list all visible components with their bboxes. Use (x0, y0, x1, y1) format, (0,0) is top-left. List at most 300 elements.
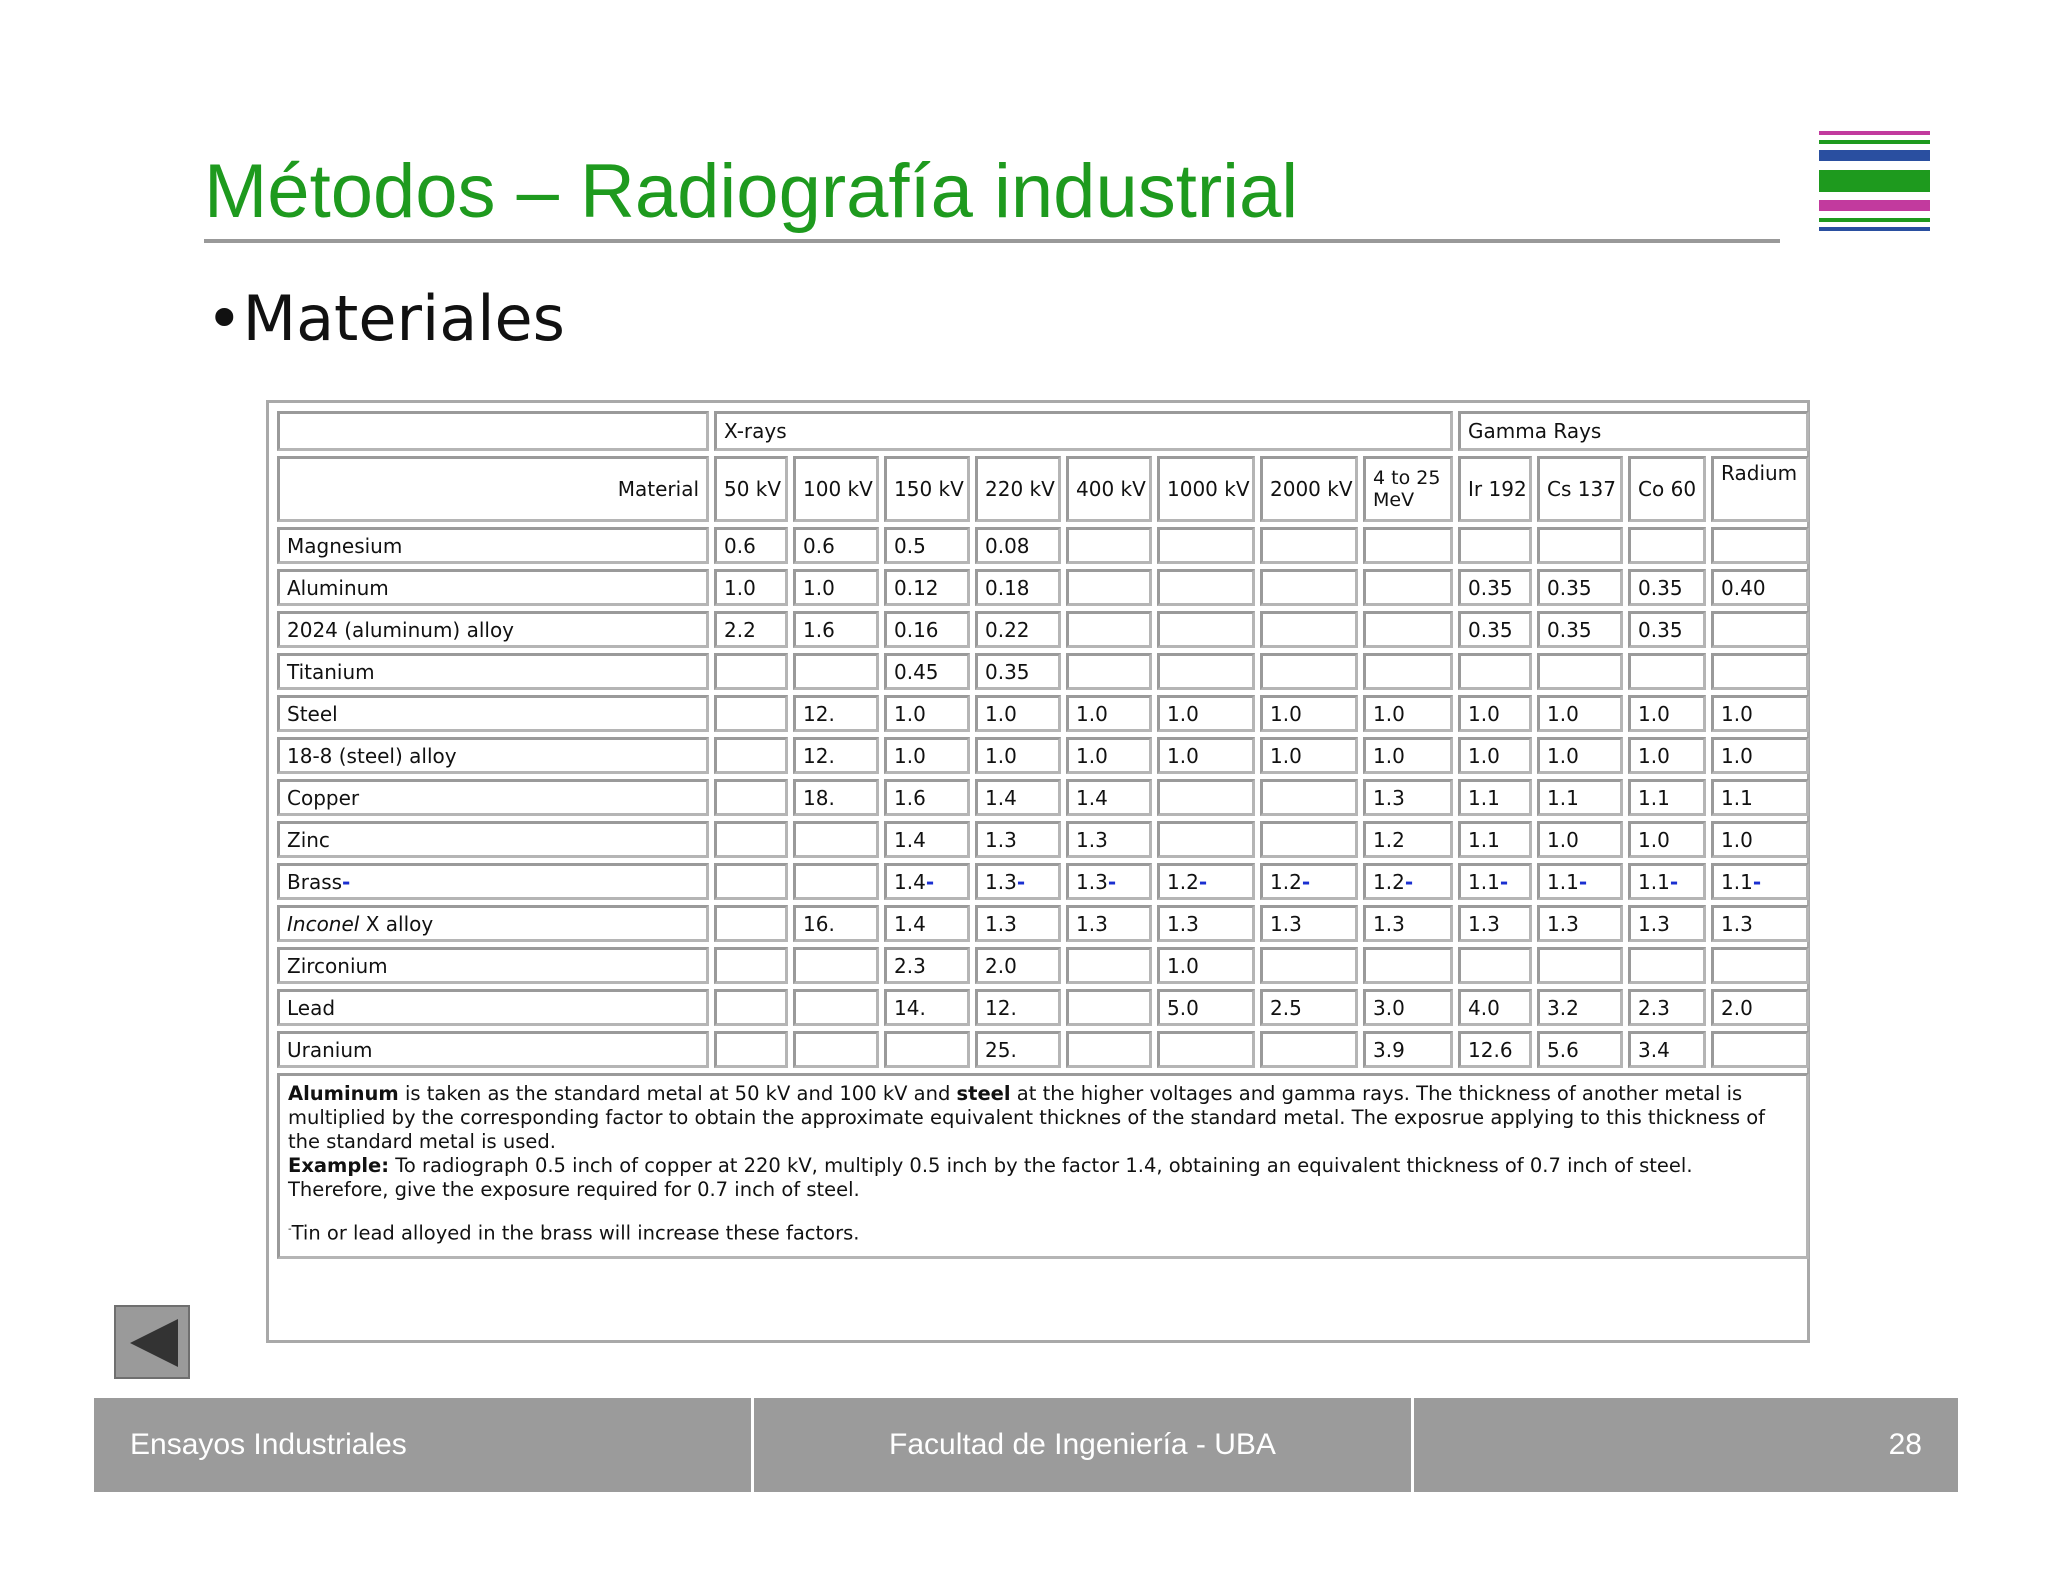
factor-cell (975, 947, 1061, 984)
factor-value: 5.0 (1167, 995, 1199, 1020)
factor-value: 0.16 (894, 617, 939, 642)
material-cell (277, 905, 709, 942)
material-cell (277, 989, 709, 1026)
material-name: Titanium (287, 659, 375, 684)
factor-value: 1.0 (985, 743, 1017, 768)
factor-cell (793, 821, 879, 858)
factor-value: 1.4 (1076, 785, 1108, 810)
factor-cell (793, 947, 879, 984)
factor-cell (1628, 569, 1706, 606)
factor-value: 0.5 (894, 533, 926, 558)
factor-cell (1458, 527, 1532, 564)
factor-cell (714, 695, 788, 732)
factor-value: 1.0 (894, 743, 926, 768)
note-footnote: -Tin or lead alloyed in the brass will increase these factors. (288, 1221, 860, 1245)
factor-cell (1711, 863, 1809, 900)
factor-cell (975, 569, 1061, 606)
column-header: Co 60 (1628, 456, 1706, 522)
factor-cell (1260, 527, 1358, 564)
factor-cell (1537, 863, 1623, 900)
factor-value: 1.1 (1638, 869, 1670, 894)
factor-cell (975, 863, 1061, 900)
slide-title: Métodos – Radiografía industrial (204, 149, 1299, 234)
factor-cell (1157, 527, 1255, 564)
footnote-marker: - (1016, 869, 1026, 894)
factor-cell (714, 1031, 788, 1068)
factor-value: 1.3 (1721, 911, 1753, 936)
factor-cell (1711, 737, 1809, 774)
factor-value: 3.2 (1547, 995, 1579, 1020)
material-name: Inconel X alloy (287, 911, 434, 936)
factor-cell (714, 527, 788, 564)
factor-value: 0.08 (985, 533, 1030, 558)
table-row (277, 863, 1809, 900)
factor-value: 1.0 (1167, 743, 1199, 768)
factor-cell (1628, 821, 1706, 858)
factor-cell (975, 821, 1061, 858)
note-bold-steel: steel (956, 1082, 1011, 1105)
footnote-marker: - (1107, 869, 1117, 894)
factor-cell (1066, 863, 1152, 900)
note-standard-metal (288, 1082, 1798, 1154)
factor-cell (1066, 695, 1152, 732)
factor-cell (1157, 653, 1255, 690)
factor-cell (1711, 695, 1809, 732)
factor-cell (1711, 779, 1809, 816)
slide-footer (94, 1398, 1958, 1492)
empty-header-cell (277, 411, 709, 451)
factor-cell (1458, 863, 1532, 900)
factor-value: 1.3 (1167, 911, 1199, 936)
factor-cell (975, 653, 1061, 690)
factor-cell (1157, 779, 1255, 816)
factor-cell (1363, 569, 1453, 606)
factor-cell (1260, 611, 1358, 648)
factor-value: 0.35 (1547, 575, 1592, 600)
material-name: Brass (287, 869, 343, 894)
factor-cell (793, 779, 879, 816)
column-header: 50 kV (714, 456, 788, 522)
factor-cell (1363, 905, 1453, 942)
factor-cell (793, 737, 879, 774)
factor-cell (1363, 695, 1453, 732)
factor-value: 1.0 (1721, 743, 1753, 768)
back-button[interactable] (114, 1305, 190, 1379)
footnote-marker: - (1669, 869, 1679, 894)
factor-cell (1260, 653, 1358, 690)
factor-cell (1363, 779, 1453, 816)
factor-cell (1628, 737, 1706, 774)
factor-value: 0.35 (1468, 575, 1513, 600)
factor-cell (1157, 947, 1255, 984)
factor-cell (793, 527, 879, 564)
factor-value: 1.0 (1468, 743, 1500, 768)
factor-cell (1066, 905, 1152, 942)
factor-cell (975, 695, 1061, 732)
material-cell (277, 821, 709, 858)
factor-cell (1711, 821, 1809, 858)
factor-cell (1537, 1031, 1623, 1068)
material-cell (277, 863, 709, 900)
factor-cell (1260, 737, 1358, 774)
material-name: Magnesium (287, 533, 403, 558)
note-bold-aluminum: Aluminum (288, 1082, 399, 1105)
factor-cell (1711, 653, 1809, 690)
factor-cell (884, 947, 970, 984)
material-name: Zinc (287, 827, 330, 852)
factor-cell (714, 989, 788, 1026)
factor-cell (1260, 569, 1358, 606)
factor-cell (1628, 611, 1706, 648)
factor-value: 1.3 (1270, 911, 1302, 936)
footnote-marker: - (1404, 869, 1414, 894)
factor-cell (1537, 779, 1623, 816)
factor-cell (1628, 905, 1706, 942)
factor-cell (884, 821, 970, 858)
factor-value: 1.0 (1167, 953, 1199, 978)
factor-value: 1.3 (1373, 911, 1405, 936)
title-divider (204, 239, 1780, 243)
factor-cell (1537, 527, 1623, 564)
group-header-xrays: X-rays (714, 411, 1453, 451)
factor-value: 0.45 (894, 659, 939, 684)
factor-cell (1157, 863, 1255, 900)
factor-cell (1157, 1031, 1255, 1068)
factor-value: 0.22 (985, 617, 1030, 642)
factor-value: 3.4 (1638, 1037, 1670, 1062)
materials-table-frame (266, 400, 1810, 1343)
footnote-marker: - (1198, 869, 1208, 894)
factor-value: 1.0 (1076, 743, 1108, 768)
material-name: Zirconium (287, 953, 388, 978)
factor-value: 1.0 (1270, 701, 1302, 726)
material-cell (277, 737, 709, 774)
factor-cell (1260, 947, 1358, 984)
footnote-marker: - (1301, 869, 1311, 894)
table-row (277, 695, 1809, 732)
factor-value: 1.0 (894, 701, 926, 726)
factor-value: 1.0 (985, 701, 1017, 726)
factor-value: 12.6 (1468, 1037, 1513, 1062)
factor-cell (1363, 989, 1453, 1026)
factor-cell (975, 779, 1061, 816)
factor-cell (1363, 611, 1453, 648)
column-header: Radium (1711, 456, 1809, 522)
footnote-marker: - (1578, 869, 1588, 894)
factor-cell (1363, 527, 1453, 564)
factor-value: 1.0 (1721, 701, 1753, 726)
factor-cell (1260, 779, 1358, 816)
factor-cell (975, 527, 1061, 564)
factor-value: 1.2 (1373, 869, 1405, 894)
factor-cell (1711, 527, 1809, 564)
table-row (277, 947, 1809, 984)
factor-value: 0.35 (1547, 617, 1592, 642)
factor-value: 16. (803, 911, 835, 936)
column-header: 1000 kV (1157, 456, 1255, 522)
column-header: Cs 137 (1537, 456, 1623, 522)
factor-cell (884, 653, 970, 690)
factor-cell (975, 905, 1061, 942)
factor-value: 1.1 (1547, 869, 1579, 894)
table-row (277, 611, 1809, 648)
factor-cell (884, 611, 970, 648)
factor-value: 2.2 (724, 617, 756, 642)
factor-cell (1066, 569, 1152, 606)
factor-cell (884, 695, 970, 732)
table-row (277, 989, 1809, 1026)
factor-cell (1628, 947, 1706, 984)
factor-value: 0.18 (985, 575, 1030, 600)
factor-value: 1.1 (1468, 785, 1500, 810)
material-cell (277, 779, 709, 816)
factor-value: 0.35 (985, 659, 1030, 684)
factor-cell (1537, 989, 1623, 1026)
note-text-2: at the higher voltages and gamma rays. The thickness of another metal is multiplied by the corresponding factor to obtain the approximate equivalent thicknes of the standard metal. The exposrue applying to this thickness of the standard metal is used. (288, 1082, 1766, 1153)
note-example-text: To radiograph 0.5 inch of copper at 220 kV, multiply 0.5 inch by the factor 1.4, obtaining an equivalent thickness of 0.7 inch of steel. Therefore, give the exposure required for 0.7 inch of steel. (288, 1154, 1693, 1201)
note-example (288, 1154, 1798, 1202)
factor-cell (975, 1031, 1061, 1068)
group-header-gamma-rays: Gamma Rays (1458, 411, 1809, 451)
factor-cell (714, 947, 788, 984)
factor-cell (1537, 611, 1623, 648)
factor-cell (1363, 737, 1453, 774)
factor-cell (975, 611, 1061, 648)
factor-value: 0.12 (894, 575, 939, 600)
factor-cell (1458, 821, 1532, 858)
factor-cell (793, 611, 879, 648)
table-note-row (277, 1073, 1809, 1259)
factor-value: 1.0 (1373, 743, 1405, 768)
factor-cell (1157, 569, 1255, 606)
factor-cell (1458, 695, 1532, 732)
factor-cell (1458, 653, 1532, 690)
factor-cell (884, 989, 970, 1026)
factor-cell (1711, 1031, 1809, 1068)
left-triangle-icon (128, 1317, 180, 1369)
factor-cell (1260, 695, 1358, 732)
factor-value: 1.0 (724, 575, 756, 600)
factor-cell (1066, 989, 1152, 1026)
factor-cell (1537, 569, 1623, 606)
factor-value: 1.4 (894, 827, 926, 852)
factor-cell (1157, 611, 1255, 648)
footnote-marker: - (925, 869, 935, 894)
factor-value: 1.0 (1373, 701, 1405, 726)
factor-cell (1363, 653, 1453, 690)
factor-value: 1.6 (894, 785, 926, 810)
note-example-label: Example: (288, 1154, 390, 1177)
factor-cell (884, 569, 970, 606)
factor-value: 1.0 (1547, 743, 1579, 768)
factor-value: 1.4 (894, 869, 926, 894)
factor-cell (884, 863, 970, 900)
column-header: Ir 192 (1458, 456, 1532, 522)
factor-cell (1260, 863, 1358, 900)
table-column-header-row (277, 456, 1809, 522)
factor-cell (1458, 989, 1532, 1026)
factor-cell (793, 905, 879, 942)
factor-cell (1260, 1031, 1358, 1068)
material-cell (277, 1031, 709, 1068)
footnote-marker: - (342, 869, 351, 894)
factor-cell (1458, 947, 1532, 984)
factor-value: 1.3 (1468, 911, 1500, 936)
factor-cell (1537, 653, 1623, 690)
material-name: Uranium (287, 1037, 373, 1062)
material-name: 2024 (aluminum) alloy (287, 617, 515, 642)
factor-value: 1.0 (803, 575, 835, 600)
factor-cell (1458, 569, 1532, 606)
factor-cell (1458, 1031, 1532, 1068)
factor-cell (1537, 737, 1623, 774)
factor-value: 2.0 (1721, 995, 1753, 1020)
factor-cell (1711, 989, 1809, 1026)
factor-cell (793, 1031, 879, 1068)
factor-cell (793, 695, 879, 732)
factor-cell (975, 737, 1061, 774)
factor-value: 12. (985, 995, 1017, 1020)
table-row (277, 569, 1809, 606)
factor-cell (1537, 947, 1623, 984)
factor-cell (1363, 863, 1453, 900)
factor-value: 3.9 (1373, 1037, 1405, 1062)
factor-value: 1.0 (1270, 743, 1302, 768)
footer-page-number: 28 (1414, 1398, 1958, 1492)
material-cell (277, 947, 709, 984)
factor-value: 18. (803, 785, 835, 810)
column-header: 220 kV (975, 456, 1061, 522)
table-row (277, 1031, 1809, 1068)
factor-cell (1157, 821, 1255, 858)
factor-value: 2.5 (1270, 995, 1302, 1020)
factor-value: 1.0 (1638, 701, 1670, 726)
factor-value: 1.2 (1167, 869, 1199, 894)
factor-value: 1.2 (1373, 827, 1405, 852)
column-header: 2000 kV (1260, 456, 1358, 522)
factor-cell (1066, 611, 1152, 648)
factor-value: 1.4 (894, 911, 926, 936)
factor-cell (884, 905, 970, 942)
factor-cell (1711, 947, 1809, 984)
factor-cell (793, 989, 879, 1026)
factor-cell (1066, 653, 1152, 690)
factor-cell (1628, 695, 1706, 732)
factor-cell (1066, 737, 1152, 774)
factor-cell (1066, 947, 1152, 984)
table-row (277, 527, 1809, 564)
factor-cell (1628, 527, 1706, 564)
material-cell (277, 611, 709, 648)
material-cell (277, 569, 709, 606)
table-note (277, 1073, 1809, 1259)
column-header: 100 kV (793, 456, 879, 522)
factor-value: 1.3 (1547, 911, 1579, 936)
material-name: Aluminum (287, 575, 389, 600)
factor-value: 1.3 (1373, 785, 1405, 810)
note-text-1: is taken as the standard metal at 50 kV and 100 kV and (398, 1082, 957, 1105)
factor-value: 1.1 (1638, 785, 1670, 810)
factor-cell (975, 989, 1061, 1026)
factor-value: 1.2 (1270, 869, 1302, 894)
factor-value: 3.0 (1373, 995, 1405, 1020)
factor-value: 1.3 (1638, 911, 1670, 936)
footnote-marker: - (1499, 869, 1509, 894)
factor-cell (1066, 1031, 1152, 1068)
bullet-materiales: •Materiales (206, 282, 565, 355)
factor-cell (1066, 779, 1152, 816)
material-name: Lead (287, 995, 336, 1020)
factor-cell (1458, 611, 1532, 648)
factor-cell (1066, 527, 1152, 564)
factor-value: 0.6 (724, 533, 756, 558)
table-row (277, 905, 1809, 942)
factor-value: 2.3 (894, 953, 926, 978)
factor-value: 2.0 (985, 953, 1017, 978)
note-footnote-text: Tin or lead alloyed in the brass will increase these factors. (291, 1221, 860, 1245)
factor-value: 4.0 (1468, 995, 1500, 1020)
factor-cell (1628, 653, 1706, 690)
footnote-marker: - (1752, 869, 1762, 894)
factor-cell (1628, 1031, 1706, 1068)
factor-value: 1.3 (1076, 827, 1108, 852)
factor-cell (1628, 863, 1706, 900)
factor-value: 1.3 (985, 869, 1017, 894)
factor-cell (1260, 989, 1358, 1026)
factor-value: 1.6 (803, 617, 835, 642)
factor-cell (1711, 611, 1809, 648)
material-name: Steel (287, 701, 338, 726)
factor-cell (1628, 779, 1706, 816)
factor-cell (714, 569, 788, 606)
factor-cell (714, 905, 788, 942)
factor-cell (1157, 737, 1255, 774)
factor-cell (1537, 821, 1623, 858)
material-cell (277, 653, 709, 690)
factor-value: 12. (803, 701, 835, 726)
factor-value: 1.0 (1547, 827, 1579, 852)
footer-faculty: Facultad de Ingeniería - UBA (754, 1398, 1414, 1492)
column-header: 150 kV (884, 456, 970, 522)
factor-value: 1.3 (985, 911, 1017, 936)
factor-cell (1157, 989, 1255, 1026)
table-row (277, 653, 1809, 690)
factor-cell (1458, 779, 1532, 816)
factor-cell (793, 653, 879, 690)
factor-cell (793, 569, 879, 606)
factor-value: 1.3 (1076, 869, 1108, 894)
factor-cell (714, 653, 788, 690)
factor-value: 12. (803, 743, 835, 768)
factor-value: 2.3 (1638, 995, 1670, 1020)
factor-cell (1157, 905, 1255, 942)
factor-value: 0.40 (1721, 575, 1766, 600)
factor-cell (1458, 737, 1532, 774)
factor-cell (714, 611, 788, 648)
factor-value: 14. (894, 995, 926, 1020)
factor-cell (714, 821, 788, 858)
factor-cell (714, 737, 788, 774)
table-row (277, 737, 1809, 774)
factor-cell (1458, 905, 1532, 942)
factor-cell (793, 863, 879, 900)
factor-value: 0.35 (1638, 575, 1683, 600)
material-cell (277, 695, 709, 732)
factor-cell (1711, 905, 1809, 942)
material-cell (277, 527, 709, 564)
factor-cell (1157, 695, 1255, 732)
column-header: 4 to 25 MeV (1363, 456, 1453, 522)
